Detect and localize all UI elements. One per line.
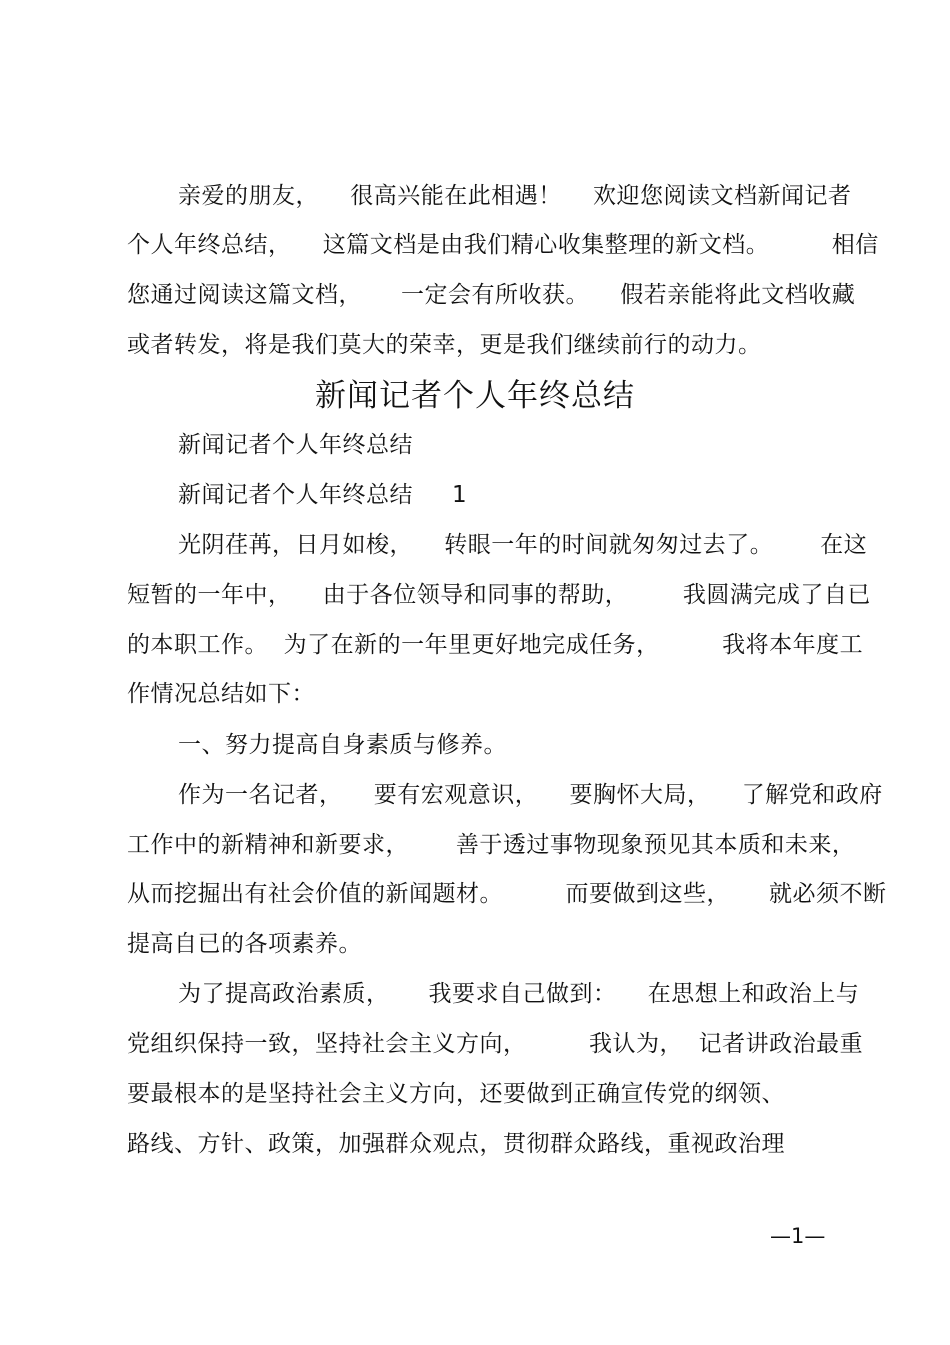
subtitle-line-2: 新闻记者个人年终总结 1 bbox=[178, 482, 468, 508]
section-heading: 一、努力提高自身素质与修养。 bbox=[178, 732, 507, 758]
section-para-2-line-2: 党组织保持一致，坚持社会主义方向， 我认为， 记者讲政治最重 bbox=[127, 1031, 864, 1057]
section-para-1-line-4: 提高自已的各项素养。 bbox=[127, 931, 362, 957]
document-title: 新闻记者个人年终总结 bbox=[315, 378, 635, 414]
intro-line-4: 或者转发，将是我们莫大的荣幸，更是我们继续前行的动力。 bbox=[127, 332, 762, 358]
section-para-2-line-3: 要最根本的是坚持社会主义方向，还要做到正确宣传党的纲领、 bbox=[127, 1081, 785, 1107]
section-para-2-line-4: 路线、方针、政策，加强群众观点，贯彻群众路线，重视政治理 bbox=[127, 1131, 785, 1157]
subtitle-line-1: 新闻记者个人年终总结 bbox=[178, 432, 413, 458]
intro-line-3: 您通过阅读这篇文档， 一定会有所收获。 假若亲能将此文档收藏 bbox=[127, 282, 856, 308]
intro-line-1: 亲爱的朋友， 很高兴能在此相遇！ 欢迎您阅读文档新闻记者 bbox=[178, 183, 852, 209]
section-para-1-line-1: 作为一名记者， 要有宏观意识， 要胸怀大局， 了解党和政府 bbox=[178, 782, 883, 808]
body-line-3: 的本职工作。 为了在新的一年里更好地完成任务， 我将本年度工 bbox=[127, 632, 864, 658]
body-line-1: 光阴荏苒，日月如梭， 转眼一年的时间就匆匆过去了。 在这 bbox=[178, 532, 868, 558]
section-para-2-line-1: 为了提高政治素质， 我要求自己做到： 在思想上和政治上与 bbox=[178, 981, 860, 1007]
page-number: —1— bbox=[770, 1224, 826, 1248]
body-line-4: 作情况总结如下： bbox=[127, 681, 315, 707]
intro-line-2: 个人年终总结， 这篇文档是由我们精心收集整理的新文档。 相信 bbox=[127, 232, 879, 258]
body-line-2: 短暂的一年中， 由于各位领导和同事的帮助， 我圆满完成了自已 bbox=[127, 582, 871, 608]
section-para-1-line-2: 工作中的新精神和新要求， 善于透过事物现象预见其本质和未来， bbox=[127, 832, 856, 858]
section-para-1-line-3: 从而挖掘出有社会价值的新闻题材。 而要做到这些， 就必须不断 bbox=[127, 881, 887, 907]
